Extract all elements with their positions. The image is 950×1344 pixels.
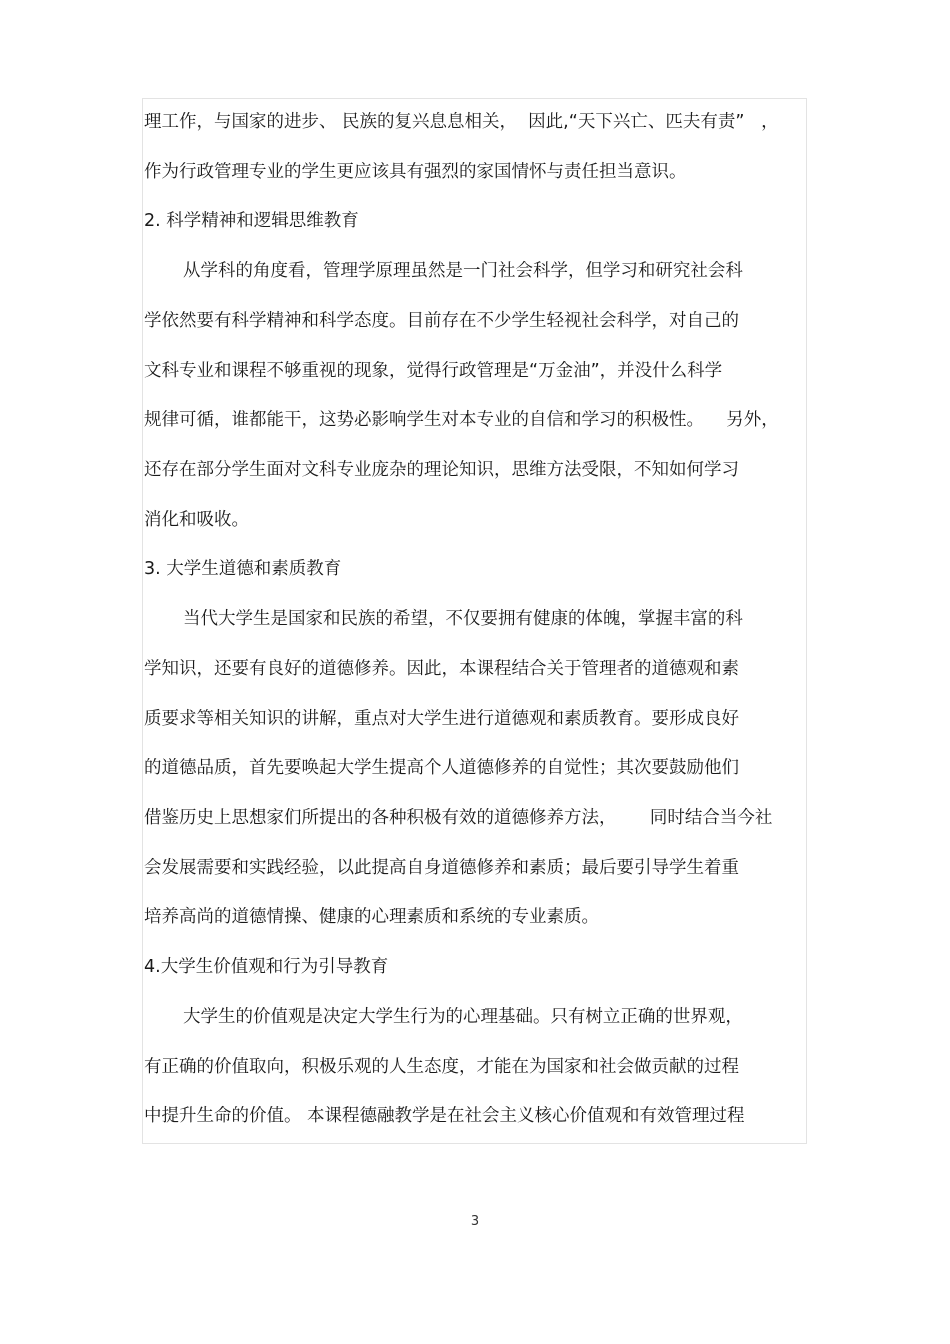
text-line: 的道德品质，首先要唤起大学生提高个人道德修养的自觉性；其次要鼓励他们 xyxy=(144,758,739,778)
section-heading: 2. 科学精神和逻辑思维教育 xyxy=(144,211,359,231)
text-line: 规律可循，谁都能干，这势必影响学生对本专业的自信和学习的积极性。 另外， xyxy=(144,410,779,430)
text-line: 学知识，还要有良好的道德修养。因此，本课程结合关于管理者的道德观和素 xyxy=(144,659,739,679)
text-line: 借鉴历史上思想家们所提出的各种积极有效的道德修养方法， 同时结合当今社 xyxy=(144,808,773,828)
text-line: 中提升生命的价值。 本课程德融教学是在社会主义核心价值观和有效管理过程 xyxy=(144,1106,745,1126)
section-heading: 3. 大学生道德和素质教育 xyxy=(144,559,342,579)
text-line: 还存在部分学生面对文科专业庞杂的理论知识，思维方法受限，不知如何学习 xyxy=(144,460,739,480)
text-line: 消化和吸收。 xyxy=(144,510,249,530)
text-line: 培养高尚的道德情操、健康的心理素质和系统的专业素质。 xyxy=(144,907,599,927)
text-line: 当代大学生是国家和民族的希望，不仅要拥有健康的体魄，掌握丰富的科 xyxy=(144,609,743,629)
text-line: 质要求等相关知识的讲解，重点对大学生进行道德观和素质教育。要形成良好 xyxy=(144,709,739,729)
section-heading: 4.大学生价值观和行为引导教育 xyxy=(144,957,389,977)
text-line: 文科专业和课程不够重视的现象，觉得行政管理是“万金油”，并没什么科学 xyxy=(144,361,723,381)
text-line: 学依然要有科学精神和科学态度。目前存在不少学生轻视社会科学，对自己的 xyxy=(144,311,739,331)
text-line: 有正确的价值取向，积极乐观的人生态度，才能在为国家和社会做贡献的过程 xyxy=(144,1057,739,1077)
text-line: 大学生的价值观是决定大学生行为的心理基础。只有树立正确的世界观， xyxy=(144,1007,743,1027)
text-line: 作为行政管理专业的学生更应该具有强烈的家国情怀与责任担当意识。 xyxy=(144,162,687,182)
text-line: 从学科的角度看，管理学原理虽然是一门社会科学，但学习和研究社会科 xyxy=(144,261,743,281)
text-line: 理工作，与国家的进步、 民族的复兴息息相关， 因此,“天下兴亡、匹夫有责” ， xyxy=(144,112,779,132)
page-number: 3 xyxy=(470,1214,480,1229)
text-line: 会发展需要和实践经验，以此提高自身道德修养和素质；最后要引导学生着重 xyxy=(144,858,739,878)
